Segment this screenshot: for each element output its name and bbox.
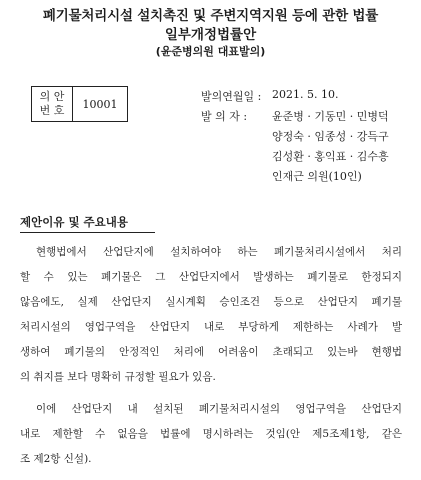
proposers-label: 발 의 자 : [201, 110, 248, 123]
section-heading-underline [20, 232, 155, 233]
lead-proposer: (윤준병의원 대표발의) [155, 45, 266, 58]
bill-title-line-2: 일부개정법률안 [164, 27, 257, 43]
body-text-line: 않음에도, 실제 산업단지 실시계획 승인조건 등으로 산업단지 폐기물 [20, 296, 402, 308]
proposers-line: 김성환 · 홍익표 · 김수흥 [272, 150, 389, 163]
body-text-line: 생하여 폐기물의 안정적인 처리에 어려움이 초래되고 있는바 현행법 [20, 346, 402, 358]
body-text-line: 현행법에서 산업단지에 설치하여야 하는 폐기물처리시설에서 처리 [36, 246, 402, 258]
body-text-line: 처리시설의 영업구역을 산업단지 내로 부당하게 제한하는 사례가 발 [20, 321, 402, 333]
proposal-date-value: 2021. 5. 10. [272, 88, 339, 101]
proposers-line: 인재근 의원(10인) [272, 170, 362, 183]
body-text-line: 의 취지를 보다 명확히 규정할 필요가 있음. [20, 371, 216, 383]
section-heading: 제안이유 및 주요내용 [20, 215, 128, 229]
body-text-line: 조 제2항 신설). [20, 453, 92, 465]
body-text-line: 이에 산업단지 내 설치된 폐기물처리시설의 영업구역을 산업단지 [36, 403, 402, 415]
bill-number-box [31, 86, 128, 122]
proposers-line: 윤준병 · 기동민 · 민병덕 [272, 110, 389, 123]
body-text-line: 할 수 있는 폐기물은 그 산업단지에서 발생하는 폐기물로 한정되지 [20, 271, 402, 283]
bill-title-line-1: 폐기물처리시설 설치촉진 및 주변지역지원 등에 관한 법률 [42, 8, 379, 24]
bill-number-label-line-2: 번 호 [39, 104, 65, 117]
bill-number-value: 10001 [73, 87, 128, 122]
body-text-line: 내로 제한할 수 없음을 법률에 명시하려는 것임(안 제5조제1항, 같은 [20, 428, 402, 440]
proposers-line: 양정숙 · 임종성 · 강득구 [272, 130, 389, 143]
proposal-date-label: 발의연월일 : [201, 90, 262, 103]
bill-number-label-line-1: 의 안 [39, 90, 65, 103]
bill-number-label [32, 87, 73, 122]
